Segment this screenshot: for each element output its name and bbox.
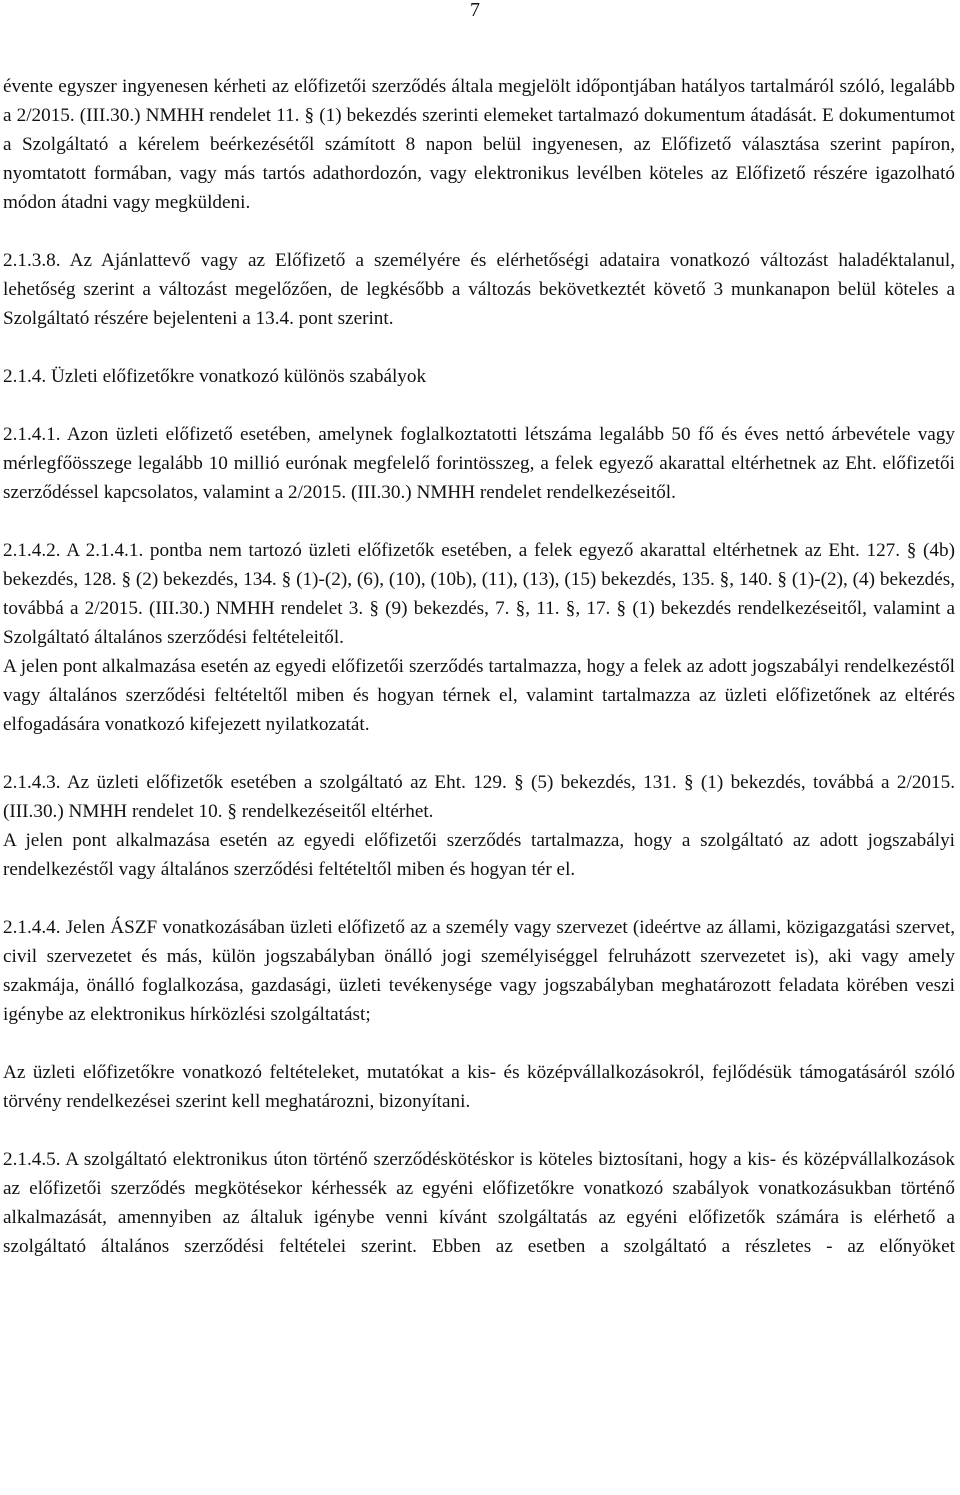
paragraph-2-1-4-1: 2.1.4.1. Azon üzleti előfizető esetében, amelynek foglalkoztatotti létszáma legalább 50 fő és éves nettó árbevétele vagy mérlegfőösszege legalább 10 millió eurónak megfelelő forintösszeg, a felek egyező akarattal eltérhetnek az Eht. előfizetői szerződéssel kapcsolatos, valamint a 2/2015. (III.30.) NMHH rendelet rendelkezéseitől.: [3, 424, 955, 503]
paragraph-2-1-4-4: 2.1.4.4. Jelen ÁSZF vonatkozásában üzleti előfizető az a személy vagy szervezet (ideértve az állami, közigazgatási szervet, civil szervezetet és más, külön jogszabályban önálló jogi személyiséggel felruházott szervezetet is), aki vagy amely szakmája, önálló foglalkozása, gazdasági, üzleti tevékenysége vagy jogszabályban meghatározott feladata körében veszi igénybe az elektronikus hírközlési szolgáltatást;: [3, 917, 955, 1025]
section-heading-2-1-4: 2.1.4. Üzleti előfizetőkre vonatkozó különös szabályok: [3, 366, 427, 387]
paragraph-2-1-4-3: 2.1.4.3. Az üzleti előfizetők esetében a szolgáltató az Eht. 129. § (5) bekezdés, 131. § (1) bekezdés, továbbá a 2/2015. (III.30.) NMHH rendelet 10. § rendelkezéseitől eltérhet.: [3, 772, 955, 822]
paragraph-2-1-4-5: 2.1.4.5. A szolgáltató elektronikus úton történő szerződéskötéskor is köteles biztosítani, hogy a kis- és középvállalkozások az előfizetői szerződés megkötésekor kérhessék az egyéni előfizetőkre vonatkozó szabályok vonatkozásukban történő alkalmazását, amennyiben az általuk igénybe venni kívánt szolgáltatás az egyéni előfizetők számára is elérhető a szolgáltató általános szerződési feltételei szerint. Ebben az esetben a szolgáltató a részletes - az előnyöket: [3, 1149, 955, 1257]
paragraph-2-1-4-2-application: A jelen pont alkalmazása esetén az egyedi előfizetői szerződés tartalmazza, hogy a felek az adott jogszabályi rendelkezéstől vagy általános szerződési feltételtől miben és hogyan térnek el, valamint tartalmazza az üzleti előfizetőnek az eltérés elfogadására vonatkozó kifejezett nyilatkozatát.: [3, 656, 955, 735]
paragraph-document-request: évente egyszer ingyenesen kérheti az előfizetői szerződés általa megjelölt időpontjában hatályos tartalmáról szóló, legalább a 2/2015. (III.30.) NMHH rendelet 11. § (1) bekezdés szerinti elemeket tartalmazó dokumentum átadását. E dokumentumot a Szolgáltató a kérelem beérkezésétől számított 8 napon belül ingyenesen, az Előfizető választása szerint papíron, nyomtatott formában, vagy más tartós adathordozón, vagy elektronikus levélben köteles az Előfizető részére igazolható módon átadni vagy megküldeni.: [3, 76, 955, 213]
paragraph-2-1-4-2: 2.1.4.2. A 2.1.4.1. pontba nem tartozó üzleti előfizetők esetében, a felek egyező akarattal eltérhetnek az Eht. 127. § (4b) bekezdés, 128. § (2) bekezdés, 134. § (1)-(2), (6), (10), (10b), (11), (13), (15) bekezdés, 135. §, 140. § (1)-(2), (4) bekezdés, továbbá a 2/2015. (III.30.) NMHH rendelet 3. § (9) bekezdés, 7. §, 11. §, 17. § (1) bekezdés rendelkezéseitől, valamint a Szolgáltató általános szerződési feltételeitől.: [3, 540, 955, 648]
document-body: [3, 72, 955, 1261]
paragraph-2-1-4-3-application: A jelen pont alkalmazása esetén az egyedi előfizetői szerződés tartalmazza, hogy a szolgáltató az adott jogszabályi rendelkezéstől vagy általános szerződési feltételtől miben és hogyan tér el.: [3, 830, 955, 880]
paragraph-business-conditions: Az üzleti előfizetőkre vonatkozó feltételeket, mutatókat a kis- és középvállalkozásokról, fejlődésük támogatásáról szóló törvény rendelkezései szerint kell meghatározni, bizonyítani.: [3, 1062, 955, 1112]
paragraph-2-1-3-8: 2.1.3.8. Az Ajánlattevő vagy az Előfizető a személyére és elérhetőségi adataira vonatkozó változást haladéktalanul, lehetőség szerint a változást megelőzően, de legkésőbb a változás bekövetkeztét követő 3 munkanapon belül köteles a Szolgáltató részére bejelenteni a 13.4. pont szerint.: [3, 250, 955, 329]
page-number: 7: [470, 0, 480, 21]
